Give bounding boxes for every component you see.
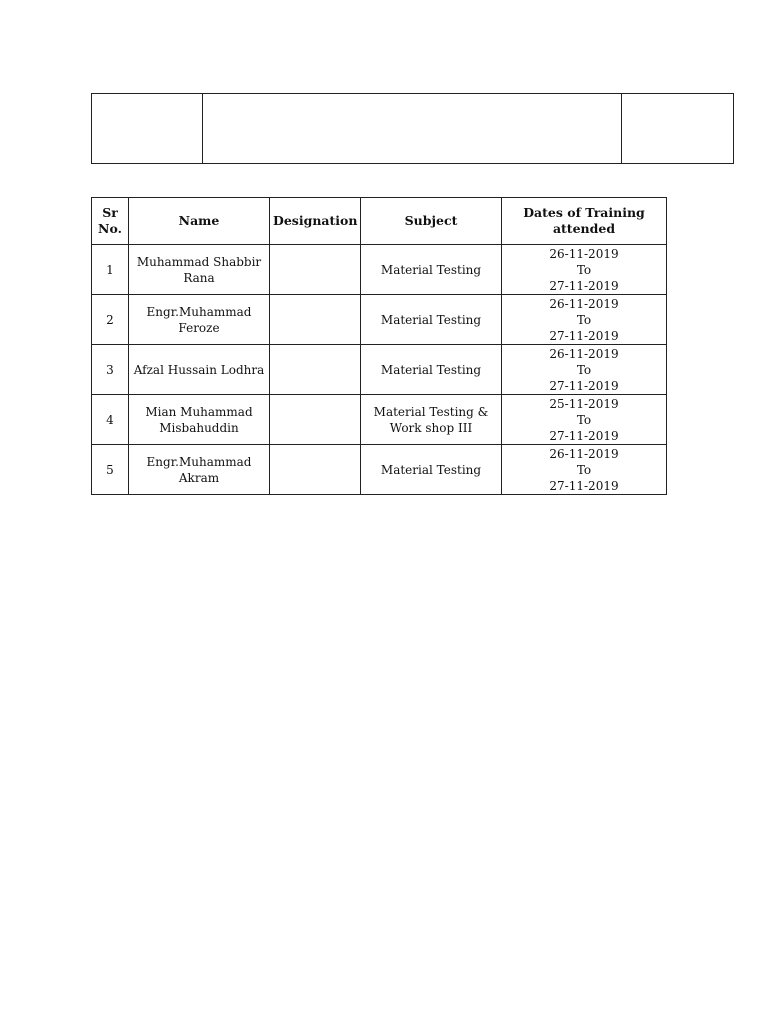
cell-dates <box>502 445 667 495</box>
table-row <box>92 295 667 345</box>
cell-name: Engr.Muhammad Akram <box>129 445 270 495</box>
cell-dates <box>502 295 667 345</box>
cell-dates <box>502 345 667 395</box>
header-box <box>91 93 734 164</box>
header-dates: Dates of Training attended <box>502 198 667 245</box>
date-from: 26-11-2019 <box>549 346 619 361</box>
date-to-label: To <box>576 312 592 327</box>
cell-sr: 5 <box>92 445 129 495</box>
date-from: 26-11-2019 <box>549 446 619 461</box>
date-from: 26-11-2019 <box>549 246 619 261</box>
header-logo-cell <box>92 94 203 164</box>
date-to: 27-11-2019 <box>549 328 619 343</box>
cell-subject: Material Testing <box>361 295 502 345</box>
cell-name: Afzal Hussain Lodhra <box>129 345 270 395</box>
date-to: 27-11-2019 <box>549 428 619 443</box>
cell-designation <box>270 445 361 495</box>
cell-name: Mian Muhammad Misbahuddin <box>129 395 270 445</box>
table-row <box>92 345 667 395</box>
cell-name: Muhammad Shabbir Rana <box>129 245 270 295</box>
cell-subject: Material Testing & Work shop III <box>361 395 502 445</box>
cell-dates <box>502 395 667 445</box>
table-row <box>92 445 667 495</box>
cell-designation <box>270 345 361 395</box>
date-to: 27-11-2019 <box>549 378 619 393</box>
header-ref-cell <box>622 94 734 164</box>
cell-sr: 3 <box>92 345 129 395</box>
cell-sr: 2 <box>92 295 129 345</box>
date-to: 27-11-2019 <box>549 478 619 493</box>
date-to-label: To <box>576 462 592 477</box>
cell-designation <box>270 295 361 345</box>
cell-sr: 1 <box>92 245 129 295</box>
cell-subject: Material Testing <box>361 245 502 295</box>
cell-sr: 4 <box>92 395 129 445</box>
cell-name: Engr.Muhammad Feroze <box>129 295 270 345</box>
table-row <box>92 245 667 295</box>
date-to-label: To <box>576 362 592 377</box>
header-subject: Subject <box>361 198 502 245</box>
table-header-row <box>92 198 667 245</box>
header-name: Name <box>129 198 270 245</box>
cell-designation <box>270 245 361 295</box>
date-from: 25-11-2019 <box>549 396 619 411</box>
cell-designation <box>270 395 361 445</box>
date-to: 27-11-2019 <box>549 278 619 293</box>
cell-subject: Material Testing <box>361 445 502 495</box>
cell-subject: Material Testing <box>361 345 502 395</box>
date-to-label: To <box>576 262 592 277</box>
date-from: 26-11-2019 <box>549 296 619 311</box>
header-sr-no: Sr No. <box>92 198 129 245</box>
training-table <box>91 197 667 495</box>
table-row <box>92 395 667 445</box>
date-to-label: To <box>576 412 592 427</box>
cell-dates <box>502 245 667 295</box>
header-title-cell <box>203 94 622 164</box>
header-designation: Designation <box>270 198 361 245</box>
